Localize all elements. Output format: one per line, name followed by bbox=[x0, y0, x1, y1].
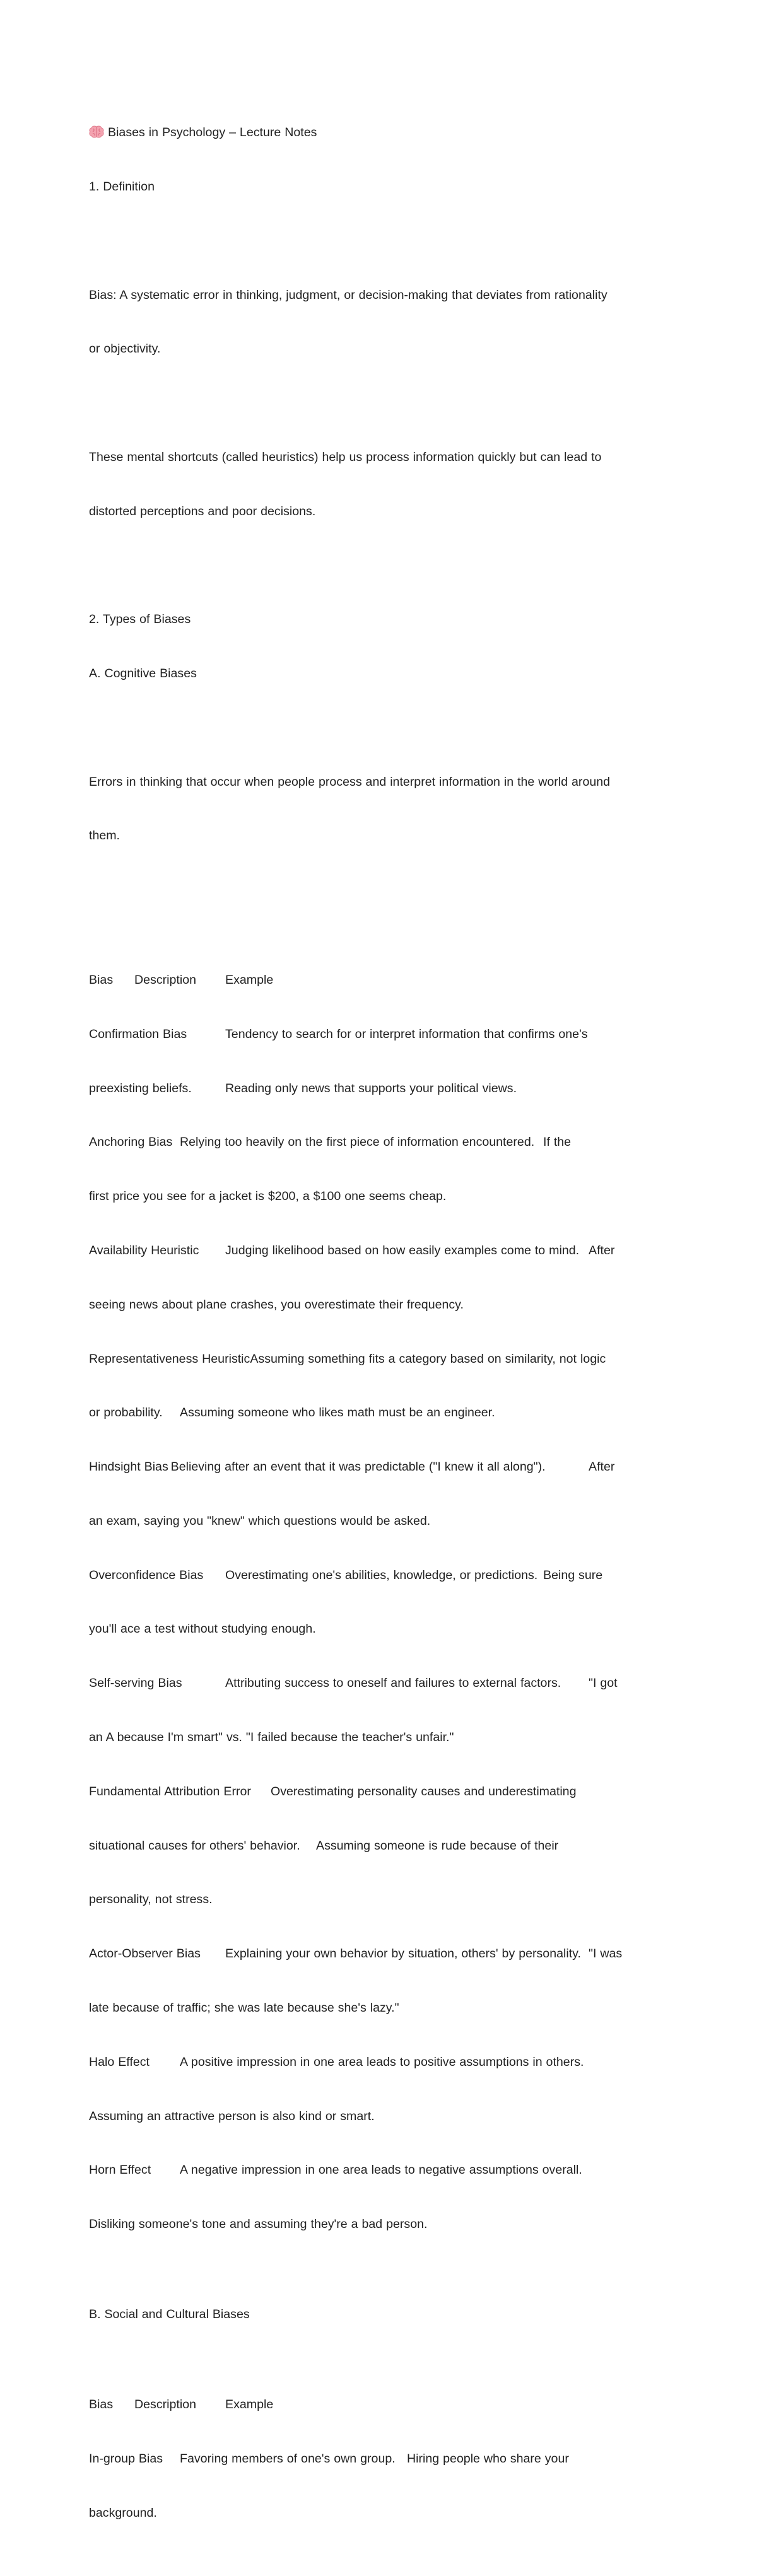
table-row: Confirmation Bias Tendency to search for or interpret information that confirms one's bbox=[89, 1027, 588, 1041]
table-row: Bias Description Example bbox=[89, 2398, 274, 2411]
brain-icon bbox=[89, 125, 104, 138]
table-row: Horn Effect A negative impression in one area leads to negative assumptions overall. bbox=[89, 2163, 582, 2177]
table-row: late because of traffic; she was late because she's lazy." bbox=[89, 2000, 399, 2015]
table-row: Anchoring Bias Relying too heavily on the first piece of information encountered. If the bbox=[89, 1135, 572, 1150]
table-row: Bias Description Example bbox=[89, 973, 274, 988]
subsection-heading-cognitive: A. Cognitive Biases bbox=[89, 667, 197, 680]
document-title-row bbox=[89, 124, 664, 142]
subsection-heading-social: B. Social and Cultural Biases bbox=[89, 2307, 250, 2322]
table-row: Disliking someone's tone and assuming they're a bad person. bbox=[89, 2217, 428, 2232]
table-row: Halo Effect A positive impression in one area leads to positive assumptions in others. bbox=[89, 2054, 584, 2069]
heuristics-text-cont: distorted perceptions and poor decisions. bbox=[89, 504, 316, 518]
table-row: Overconfidence Bias Overestimating one's abilities, knowledge, or predictions. Being sure bbox=[89, 1568, 603, 1582]
cognitive-intro: Errors in thinking that occur when people process and interpret information in the world around bbox=[89, 774, 611, 789]
table-row: or probability. Assuming someone who likes math must be an engineer. bbox=[89, 1406, 495, 1420]
table-row: Assuming an attractive person is also kind or smart. bbox=[89, 2109, 375, 2123]
table-row: Representativeness HeuristicAssuming something fits a category based on similarity, not logic bbox=[89, 1351, 606, 1366]
section-heading-definition: 1. Definition bbox=[89, 179, 155, 194]
section-heading-types: 2. Types of Biases bbox=[89, 612, 191, 627]
table-row: an A because I'm smart" vs. "I failed because the teacher's unfair." bbox=[89, 1730, 454, 1745]
cognitive-intro-cont: them. bbox=[89, 829, 120, 843]
table-row: Actor-Observer Bias Explaining your own behavior by situation, others' by personality. "I was bbox=[89, 1947, 623, 1961]
table-row: background. bbox=[89, 2505, 157, 2520]
table-row: Self-serving Bias Attributing success to oneself and failures to external factors. "I got bbox=[89, 1676, 618, 1691]
social-bias-table bbox=[89, 2360, 664, 2558]
table-row: Hindsight Bias Believing after an event that it was predictable ("I knew it all along"). After bbox=[89, 1460, 615, 1474]
table-row: situational causes for others' behavior. Assuming someone is rude because of their bbox=[89, 1838, 559, 1853]
table-row: personality, not stress. bbox=[89, 1892, 213, 1907]
definition-text: Bias: A systematic error in thinking, judgment, or decision-making that deviates from rationality bbox=[89, 288, 607, 302]
document-title: Biases in Psychology – Lecture Notes bbox=[108, 125, 317, 140]
table-row: Availability Heuristic Judging likelihood based on how easily examples come to mind. After bbox=[89, 1244, 615, 1257]
table-row: you'll ace a test without studying enough. bbox=[89, 1622, 316, 1636]
table-row: seeing news about plane crashes, you overestimate their frequency. bbox=[89, 1297, 464, 1312]
cognitive-bias-table bbox=[89, 935, 664, 2270]
table-row: In-group Bias Favoring members of one's own group. Hiring people who share your bbox=[89, 2451, 569, 2466]
table-row: Fundamental Attribution Error Overestimating personality causes and underestimating bbox=[89, 1784, 577, 1798]
heuristics-text: These mental shortcuts (called heuristics) help us process information quickly but can lead to bbox=[89, 450, 602, 464]
table-row: preexisting beliefs. Reading only news that supports your political views. bbox=[89, 1081, 517, 1095]
definition-text-cont: or objectivity. bbox=[89, 342, 161, 356]
document-page bbox=[89, 88, 664, 2576]
table-row: an exam, saying you "knew" which questions would be asked. bbox=[89, 1513, 431, 1528]
table-row: first price you see for a jacket is $200, a $100 one seems cheap. bbox=[89, 1189, 447, 1204]
